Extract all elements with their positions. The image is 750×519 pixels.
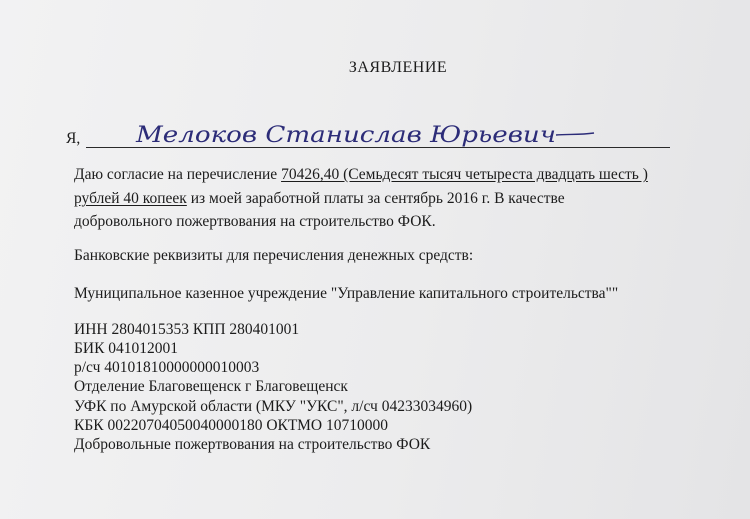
consent-line-2 [74,189,565,208]
handwritten-name: Мелоков Станислав Юрьевич [134,123,557,148]
bank-details-header: Банковские реквизиты для перечисления денежных средств: [74,247,474,264]
requisite-bik: БИК 041012001 [74,340,179,357]
consent-kopecks: рублей 40 копеек [74,190,187,207]
consent-salary-text: из моей заработной платы за сентябрь 2016 г. В качестве [186,190,565,207]
requisite-inn-kpp: ИНН 2804015353 КПП 280401001 [74,321,300,338]
requisite-ufk: УФК по Амурской области (МКУ "УКС", л/сч 04233034960) [74,398,473,415]
consent-amount: 70426,40 (Семьдесят тысяч четыреста двадцать шесть ) [281,166,648,183]
consent-text-start: Даю согласие на перечисление [74,166,282,183]
requisite-branch: Отделение Благовещенск г Благовещенск [74,378,348,395]
requisite-account: р/сч 40101810000000010003 [74,359,260,376]
consent-line-3: добровольного пожертвования на строительство ФОК. [74,213,436,230]
organization-name: Муниципальное казенное учреждение "Управление капитального строительства"" [74,285,619,302]
requisite-kbk-oktmo: КБК 00220704050040000180 ОКТМО 10710000 [74,417,388,434]
consent-line-1 [74,165,648,184]
requisite-purpose: Добровольные пожертвования на строительство ФОК [74,436,431,453]
applicant-prefix: Я, [66,130,81,147]
handwritten-signature [128,116,608,154]
document-title: ЗАЯВЛЕНИЕ [348,59,448,76]
